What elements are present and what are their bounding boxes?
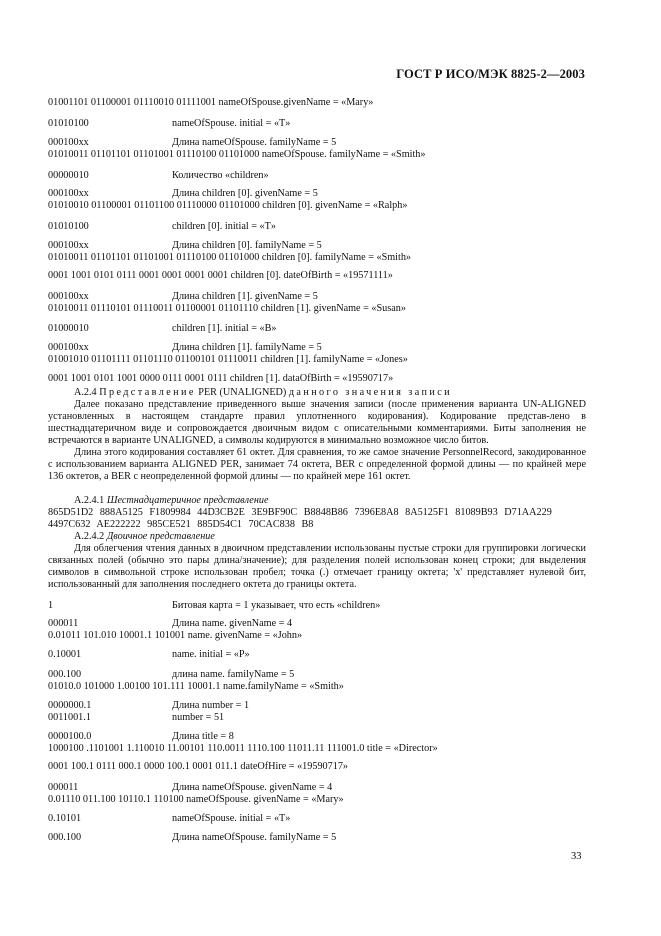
code-line: 0001 100.1 0111 000.1 0000 100.1 0001 011.1 dateOfHire = «19590717»: [48, 761, 349, 772]
bit-pattern: 000100xx: [48, 137, 89, 148]
paragraph-binary-notes: Для облегчения чтения данных в двоичном представлении использованы пустые строки для группировки логически связанных полей (обычно это пары длина/значение); для разделения полей использован конец строки; для выделения символов в символьной строке использован пробел; точка (.) отмечает границу октета; 'x' представляет нулевой бит, использованный для заполнения последнего октета до границы октета.: [48, 543, 586, 590]
code-line: 01010011 01101101 01101001 01110100 01101000 nameOfSpouse. familyName = «Smith»: [48, 149, 426, 160]
field-comment: Длина title = 8: [172, 731, 234, 742]
bit-pattern: 000100xx: [48, 240, 89, 251]
field-comment: Длина nameOfSpouse. familyName = 5: [172, 137, 337, 148]
bit-pattern: 000011: [48, 782, 79, 793]
field-comment: name. initial = «P»: [172, 649, 250, 660]
field-comment: Длина nameOfSpouse. familyName = 5: [172, 832, 337, 843]
field-comment: длина name. familyName = 5: [172, 669, 295, 680]
standard-header: ГОСТ Р ИСО/МЭК 8825-2—2003: [396, 67, 585, 81]
page-number: 33: [571, 851, 582, 862]
field-comment: children [1]. initial = «B»: [172, 323, 277, 334]
bit-pattern: 000.100: [48, 669, 82, 680]
code-line: 0001 1001 0101 1001 0000 0111 0001 0111 children [1]. dataOfBirth = «19590717»: [48, 373, 394, 384]
bit-pattern: 000100xx: [48, 188, 89, 199]
subsection-hex-heading: A.2.4.1 Шестнадцатеричное представление: [74, 495, 269, 506]
section-a-2-4: [48, 387, 586, 483]
field-comment: Битовая карта = 1 указывает, что есть «children»: [172, 600, 381, 611]
paragraph-length: Длина этого кодирования составляет 61 октет. Для сравнения, то же самое значение PersonnelRecord, закодированное с использованием варианта ALIGNED PER, занимает 74 октета, BER с определенной формой длины — по крайней мере 136 октетов, а BER с неопределенной формой длины — по крайней мере 161 октет.: [48, 447, 586, 482]
bit-pattern: 1: [48, 600, 54, 611]
code-line: 01010011 01101101 01101001 01110100 01101000 children [0]. familyName = «Smith»: [48, 252, 412, 263]
code-line: 01001101 01100001 01110010 01111001 nameOfSpouse.givenName = «Mary»: [48, 97, 374, 108]
paragraph-intro: Далее показано представление приведенного выше значения записи (после применения варианта UN-ALIGNED установленных в настоящем стандарте правил уплотненного кодирования). Кодирование представ-лено в шестнадцатеричном виде и сопровождается двоичным видом с описательными комментариями. Биты заполнения не встречаются в варианте UNALIGNED, а символы кодируются в минимально возможное число битов.: [48, 399, 586, 446]
code-line: 01010011 01110101 01110011 01100001 01101110 children [1]. givenName = «Susan»: [48, 303, 406, 314]
code-line: 01001010 01101111 01101110 01100101 01110011 children [1]. familyName = «Jones»: [48, 354, 408, 365]
field-comment: children [0]. initial = «T»: [172, 221, 276, 232]
bit-pattern: 0.10101: [48, 813, 82, 824]
bit-pattern: 000100xx: [48, 342, 89, 353]
field-comment: nameOfSpouse. initial = «T»: [172, 813, 291, 824]
field-comment: Длина children [1]. givenName = 5: [172, 291, 318, 302]
bit-pattern: 0.10001: [48, 649, 82, 660]
bit-pattern: 0011001.1: [48, 712, 91, 723]
field-comment: nameOfSpouse. initial = «T»: [172, 118, 291, 129]
bit-pattern: 01000010: [48, 323, 89, 334]
code-line: 0.01110 011.100 10110.1 110100 nameOfSpouse. givenName = «Mary»: [48, 794, 344, 805]
bit-pattern: 000011: [48, 618, 79, 629]
field-comment: Длина children [0]. familyName = 5: [172, 240, 322, 251]
field-comment: Длина nameOfSpouse. givenName = 4: [172, 782, 333, 793]
bit-pattern: 01010100: [48, 118, 89, 129]
field-comment: Длина children [1]. familyName = 5: [172, 342, 322, 353]
field-comment: Длина name. givenName = 4: [172, 618, 293, 629]
code-line: 0.01011 101.010 10001.1 101001 name. givenName = «John»: [48, 630, 303, 641]
code-line: 01010.0 101000 1.00100 101.111 10001.1 name.familyName = «Smith»: [48, 681, 344, 692]
field-comment: Длина number = 1: [172, 700, 250, 711]
code-line: 0001 1001 0101 0111 0001 0001 0001 0001 children [0]. dateOfBirth = «19571111»: [48, 270, 393, 281]
bit-pattern: 01010100: [48, 221, 89, 232]
bit-pattern: 0000000.1: [48, 700, 92, 711]
bit-pattern: 000100xx: [48, 291, 89, 302]
field-comment: number = 51: [172, 712, 225, 723]
field-comment: Длина children [0]. givenName = 5: [172, 188, 318, 199]
subsection-binary-heading: A.2.4.2 Двоичное представление: [74, 531, 215, 542]
section-heading: A.2.4 Представление PER (UNALIGNED) данного значения записи: [74, 387, 452, 398]
field-comment: Количество «children»: [172, 170, 269, 181]
bit-pattern: 0000100.0: [48, 731, 92, 742]
code-line: 01010010 01100001 01101100 01110000 01101000 children [0]. givenName = «Ralph»: [48, 200, 408, 211]
bit-pattern: 00000010: [48, 170, 89, 181]
bit-pattern: 000.100: [48, 832, 82, 843]
hex-dump: 865D51D2 888A5125 F1809984 44D3CB2E 3E9BF90C B8848B86 7396E8A8 8A5125F1 81089B93 D71AA229 4497C632 AE222222 985CE521 885D54C1 70CAC838 B8: [48, 507, 552, 530]
code-line: 1000100 .1101001 1.110010 11.00101 110.0011 1110.100 11011.11 111001.0 title = «Director»: [48, 743, 438, 754]
